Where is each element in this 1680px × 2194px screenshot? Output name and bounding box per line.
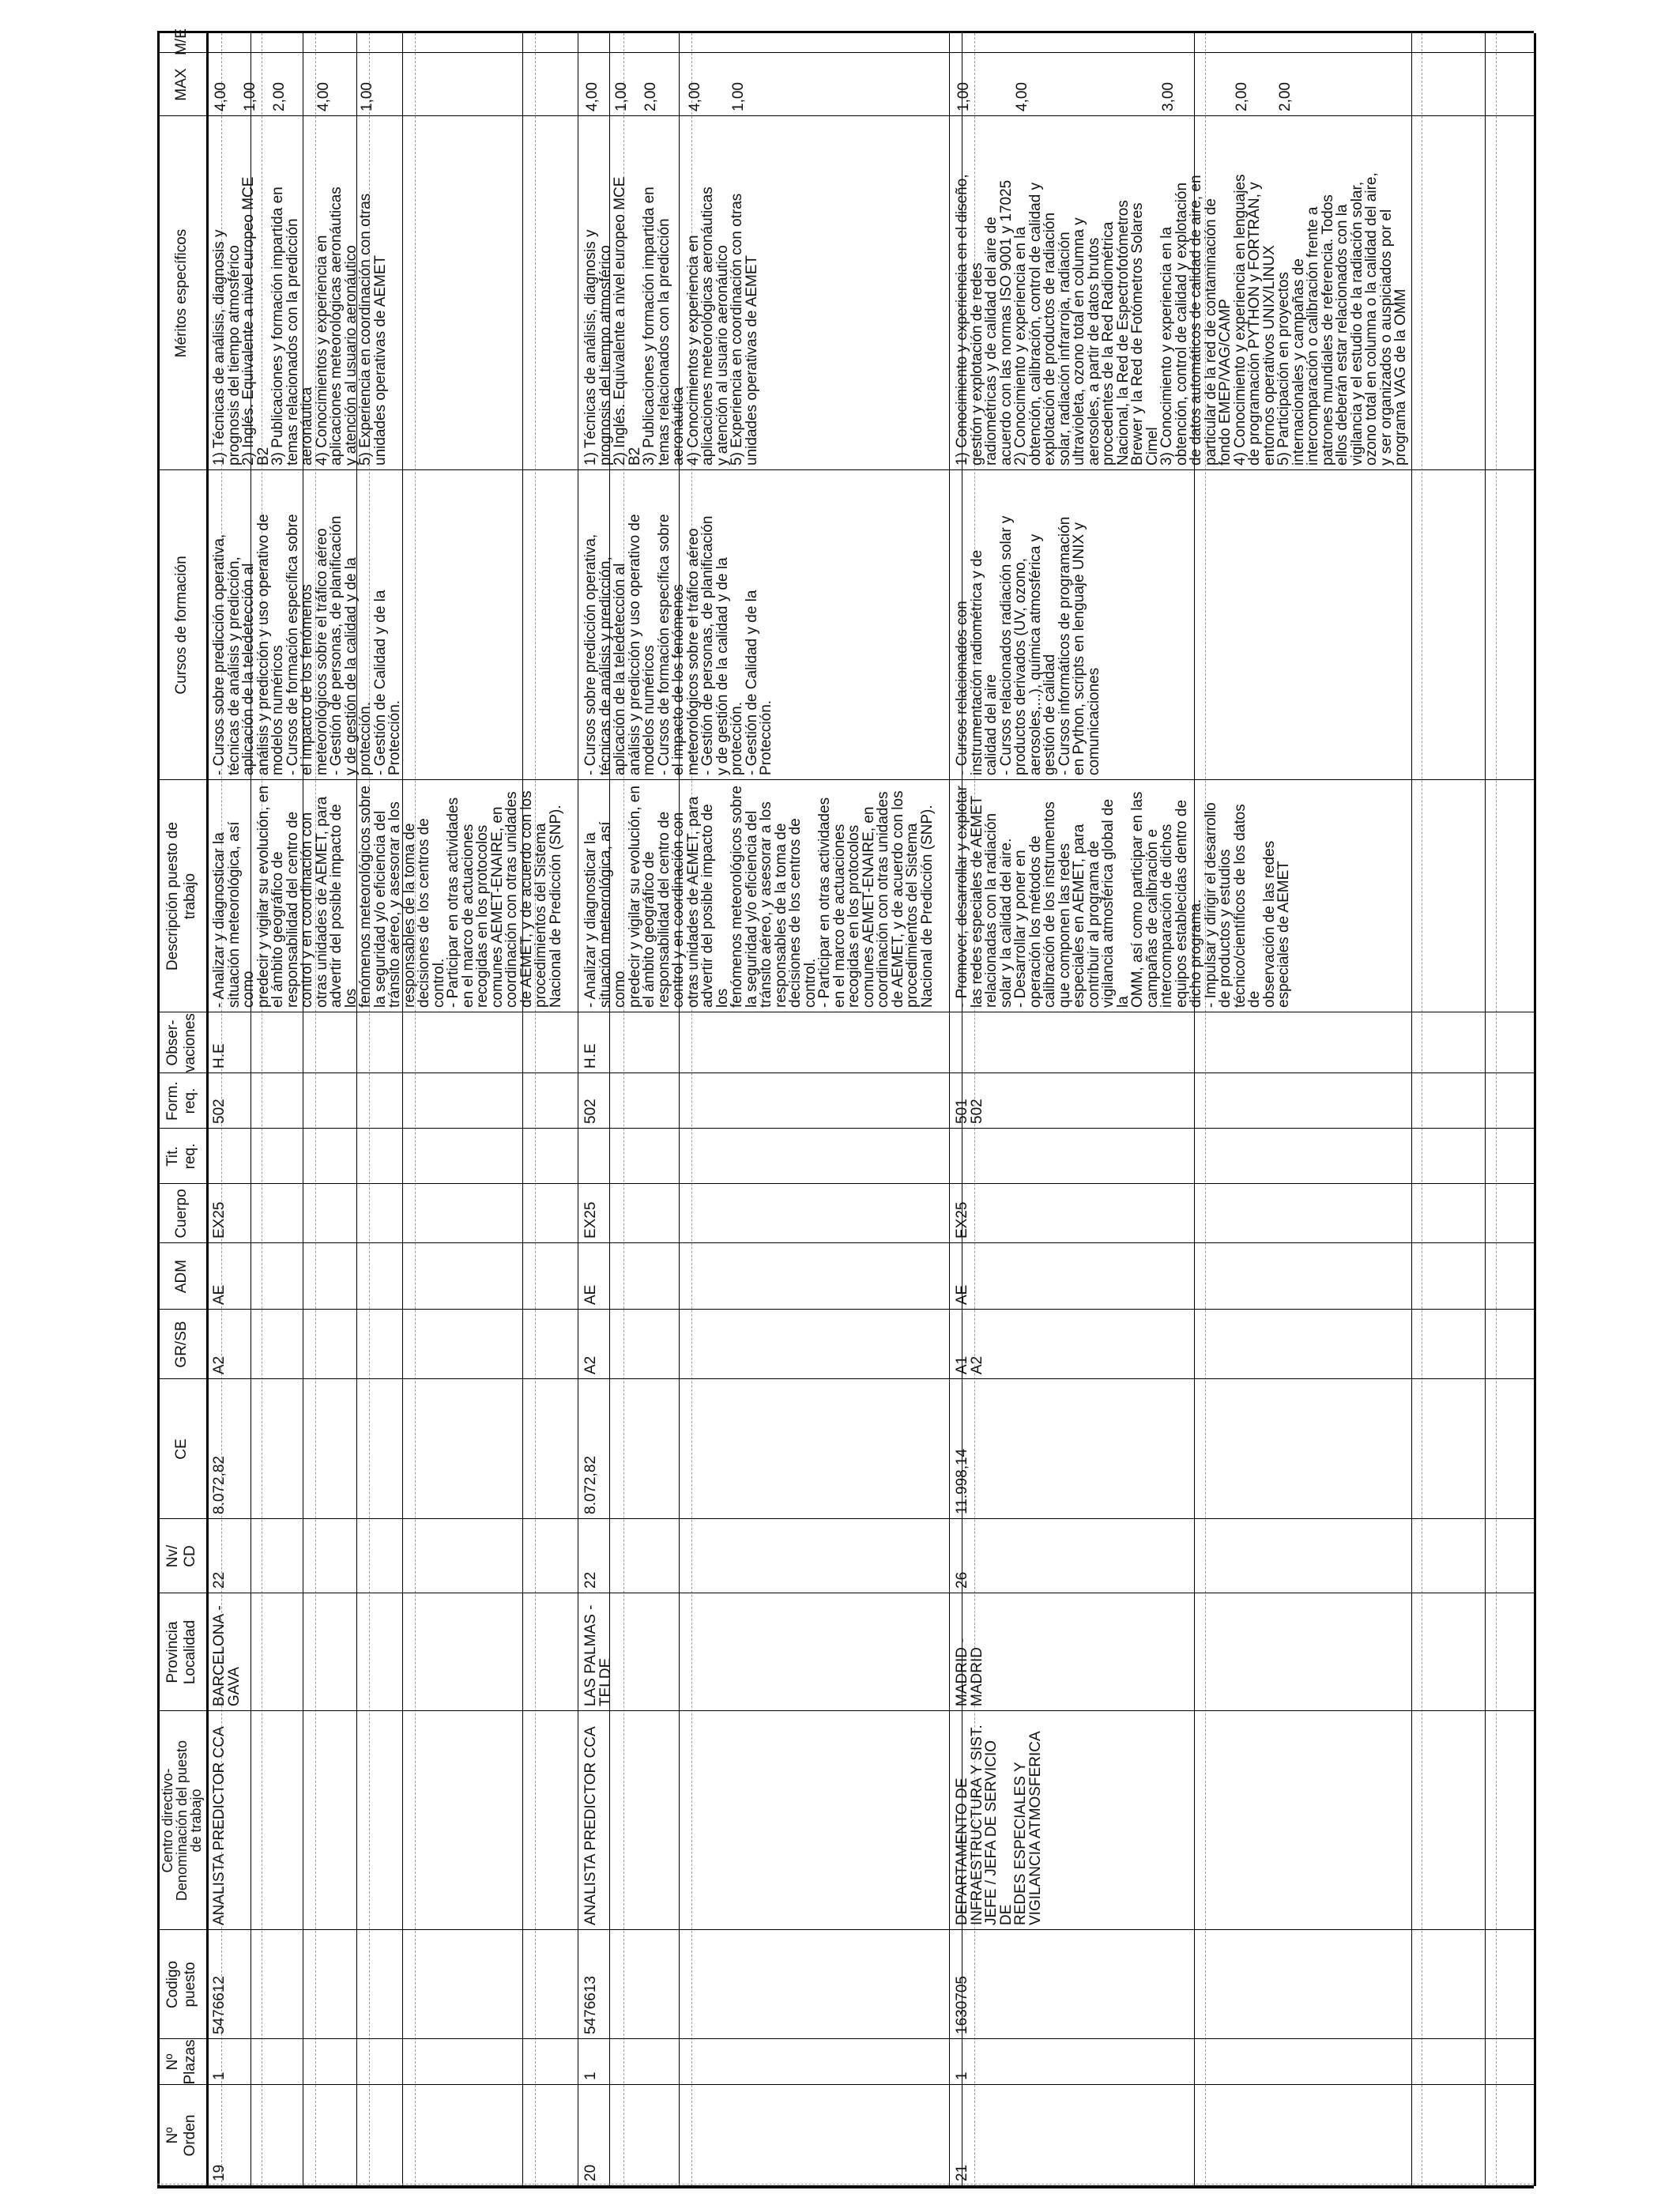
cell-ce [211,1379,576,1519]
cell-cuerpo [954,1184,1532,1243]
merito-item: 4) Conocimientos y experiencia en aplicaciones meteorológicas aeronáuticas y atención al usuario aeronáutico [684,187,731,466]
cell-cuerpo [582,1184,947,1243]
header-provincia: Provincia Localidad [164,1619,198,1685]
plazas-value: 1 [211,2071,228,2080]
centro-value: ANALISTA PREDICTOR CCA [582,1726,599,1925]
plazas-table [157,28,1534,2188]
cell-descripcion [582,780,947,1012]
cell-plazas [954,2039,1532,2085]
grupo-value: A1 A2 [954,1355,985,1374]
max-value: 3,00 [1160,82,1177,111]
descripcion-value: - Promover, desarrollar y explotar las redes especiales de AEMET relacionadas con la radiación solar y la calidad del aire. - Desarrollar y poner en operación los métodos de calibración de los instrumentos que componen las redes especiales en AEMET, para contribuir al programa de vigilancia atmosférica global de la OMM, así como participar en las campañas de calibración e intercomparación de dichos equipos establecidas dentro de dicho programa. - Impulsar y dirigir el desarrollo de productos y estudios técnico/científicos de los datos de observación de las redes especiales de AEMET [954,786,1292,1008]
cell-grupo [954,1310,1532,1379]
descripcion-value: - Analizar y diagnosticar la situación meteorológica, así como predecir y vigilar su evolución, en el ámbito geográfico de responsabilidad del centro de control y en coordinación con otras unidades de AEMET, para advertir del posible impacto de los fenómenos meteorológicos sobre la seguridad y/o eficiencia del tránsito aéreo, y asesorar a los responsables de la toma de decisiones de los centros de control. - Participar en otras actividades en el marco de actuaciones recogidas en los protocolos comunes AEMET-ENAIRE, en coordinación con otras unidades de AEMET, y de acuerdo con los procedimientos del Sistema Nacional de Predicción (SNP). [211,786,564,1008]
provincia-value: BARCELONA - GAVA [211,1605,243,1706]
nivel-value: 26 [954,1571,970,1589]
cuerpo-value: EX25 [582,1201,599,1238]
cell-orden [211,2085,576,2186]
cell-descripcion [954,780,1532,1012]
plazas-value: 1 [582,2071,599,2080]
observaciones-value: H.E [582,1043,599,1069]
cell-nivel [211,1519,576,1593]
cell-nivel [954,1519,1532,1593]
max-value: 1,00 [242,82,258,111]
cell-plazas [582,2039,947,2085]
cell-codigo [954,1930,1532,2039]
formacion-value: 502 [211,1099,228,1124]
cell-me [211,31,576,53]
cell-adm [211,1243,576,1310]
provincia-value: LAS PALMAS - TELDE [582,1604,614,1706]
ce-value: 8.072,82 [582,1456,599,1514]
adm-value: AE [954,1284,970,1305]
cell-formacion [211,1073,576,1129]
max-value: 1,00 [613,82,630,111]
header-max: MAX [173,68,190,101]
max-value: 4,00 [687,82,703,111]
merito-item: 1) Técnicas de análisis, diagnosis y prognosis del tiempo atmosférico [582,229,614,466]
cell-descripcion [211,780,576,1012]
formacion-value: 501 502 [954,1099,985,1124]
merito-item: 2) Conocimiento y experiencia en la obtención, calibración, control de calidad y explotación de productos de radiación solar, radiación infrarroja, radiación ultravioleta, ozono total en columna y aerosoles, a partir de datos brutos procedentes de la Red Radiométrica Nacional, la Red de Espectrofotómetros Brewer y la Red de Fotómetros Solares Cimel [1012,182,1161,466]
cell-centro [211,1711,576,1930]
merito-item: 4) Conocimientos y experiencia en aplicaciones meteorológicas aeronáuticas y atención al usuario aeronáutico [313,187,360,466]
merito-item: 5) Participación en proyectos internacionales y campañas de intercomparación o calibración frente a patrones mundiales de referencia. Todos ellos deberán estar relacionados con la vigilancia y el estudio de la radiación solar, ozono total en columna o la calidad del aire, y ser organizados o auspiciados por el programa VAG de la OMM [1275,172,1409,466]
adm-value: AE [582,1284,599,1305]
merito-item: 2) Inglés. Equivalente a nivel europeo MCE B2 [612,176,643,466]
cell-observaciones [211,1012,576,1073]
descripcion-value: - Analizar y diagnosticar la situación meteorológica, así como predecir y vigilar su evolución, en el ámbito geográfico de responsabilidad del centro de control y en coordinación con otras unidades de AEMET, para advertir del posible impacto de los fenómenos meteorológicos sobre la seguridad y/o eficiencia del tránsito aéreo, y asesorar a los responsables de la toma de decisiones de los centros de control. - Participar en otras actividades en el marco de actuaciones recogidas en los protocolos comunes AEMET-ENAIRE, en coordinación con otras unidades de AEMET, y de acuerdo con los procedimientos del Sistema Nacional de Predicción (SNP). [582,786,936,1008]
cell-meritos [582,116,947,470]
merito-item: 5) Experiencia en coordinación con otras unidades operativas de AEMET [357,193,389,466]
merito-item: 1) Técnicas de análisis, diagnosis y prognosis del tiempo atmosférico [211,229,243,466]
observaciones-value: H.E [211,1043,228,1069]
cursos-value: - Cursos relacionados con instrumentación radiométrica y de calidad del aire - Cursos relacionados radiación solar y productos derivados (UV, ozono, aerosoles,...), química atmosférica y gestión de calidad - Cursos informáticos de programación en Python, scripts en lenguaje UNIX y comunicaciones [954,515,1102,775]
max-value: 2,00 [1234,82,1250,111]
cell-provincia [211,1593,576,1711]
centro-value: ANALISTA PREDICTOR CCA [211,1726,228,1925]
cell-me [954,31,1532,53]
header-titulacion: Tit. req. [164,1143,198,1170]
cell-grupo [582,1310,947,1379]
grupo-value: A2 [582,1355,599,1374]
cell-formacion [582,1073,947,1129]
merito-item: 2) Inglés. Equivalente a nivel europeo MCE B2 [240,176,272,466]
cell-adm [954,1243,1532,1310]
merito-item: 3) Publicaciones y formación impartida en temas relacionados con la predicción aeronáutica [641,187,687,466]
cell-plazas [211,2039,576,2085]
header-me: M/E [173,28,190,55]
cell-cuerpo [211,1184,576,1243]
cell-nivel [582,1519,947,1593]
cuerpo-value: EX25 [211,1201,228,1238]
cell-titulacion [582,1129,947,1184]
nivel-value: 22 [211,1571,228,1589]
max-value: 4,00 [213,82,229,111]
cell-codigo [211,1930,576,2039]
merito-item: 4) Conocimiento y experiencia en lenguajes de programación PYTHON y FORTRAN, y entornos operativos UNIX/LINUX [1231,174,1278,466]
cell-formacion [954,1073,1532,1129]
cell-titulacion [211,1129,576,1184]
max-value: 4,00 [1014,82,1030,111]
cell-centro [582,1711,947,1930]
cell-adm [582,1243,947,1310]
provincia-value: MADRID - MADRID [954,1638,985,1706]
formacion-value: 502 [582,1099,599,1124]
cell-observaciones [582,1012,947,1073]
max-value: 2,00 [271,82,288,111]
cell-observaciones [954,1012,1532,1073]
header-orden: Nº Orden [164,2114,198,2157]
header-plazas: Nº Plazas [164,2039,198,2085]
nivel-value: 22 [582,1571,599,1589]
adm-value: AE [211,1284,228,1305]
orden-value: 21 [954,2164,970,2181]
cell-grupo [211,1310,576,1379]
max-value: 1,00 [359,82,375,111]
orden-value: 20 [582,2164,599,2181]
header-meritos: Méritos específicos [173,228,190,358]
cell-ce [954,1379,1532,1519]
cell-me [582,31,947,53]
merito-item: 3) Conocimiento y experiencia en la obtención, control de calidad y explotación de datos automáticos de calidad de aire, en particular de la red de contaminación de fondo EMEP/VAG/CAMP [1158,175,1234,466]
header-centro: Centro directivo- Denominación del puesto de trabajo [160,1740,204,1902]
cell-cursos [211,470,576,780]
grupo-value: A2 [211,1355,228,1374]
codigo-value: 5476613 [582,1976,599,2034]
header-cursos: Cursos de formación [173,556,190,695]
codigo-value: 5476612 [211,1976,228,2034]
cell-orden [582,2085,947,2186]
max-value: 2,00 [1277,82,1294,111]
max-value: 1,00 [730,82,747,111]
merito-item: 1) Conocimiento y experiencia en el diseño, gestión y explotación de redes radiométricas y de calidad del aire de acuerdo con las normas ISO 9001 y 17025 [954,174,1015,466]
header-grupo: GR/SB [173,1321,190,1368]
cell-cursos [582,470,947,780]
centro-value: DEPARTAMENTO DE INFRAESTRUCTURA Y SIST. JEFE / JEFA DE SERVICIO DE REDES ESPECIALES Y VIGILANCIA ATMOSFERICA [954,1725,1044,1925]
cell-max [954,53,1532,116]
cuerpo-value: EX25 [954,1201,970,1238]
merito-item: 5) Experiencia en coordinación con otras unidades operativas de AEMET [729,193,760,466]
cell-titulacion [954,1129,1532,1184]
cell-max [582,53,947,116]
cursos-value: - Cursos sobre predicción operativa, técnicas de análisis y predicción, aplicación de la teledetección al análisis y predicción y uso operativo de modelos numéricos - Cursos de formación específica sobre el impacto de los fenómenos meteorológicos sobre el tráfico aéreo - Gestión de personas, de planificación y de gestión de la calidad y de la protección. - Gestión de Calidad y de la Protección. [582,514,774,775]
ce-value: 8.072,82 [211,1456,228,1514]
plazas-value: 1 [954,2071,970,2080]
header-ce: CE [173,1438,190,1460]
cursos-value: - Cursos sobre predicción operativa, técnicas de análisis y predicción, aplicación de la teledetección al análisis y predicción y uso operativo de modelos numéricos - Cursos de formación específica sobre el impacto de los fenómenos meteorológicos sobre el tráfico aéreo - Gestión de personas, de planificación y de gestión de la calidad y de la protección. - Gestión de Calidad y de la Protección. [211,514,403,775]
ce-value: 11.998,14 [954,1448,970,1514]
cell-provincia [582,1593,947,1711]
header-cuerpo: Cuerpo [173,1189,190,1238]
merito-item: 3) Publicaciones y formación impartida en temas relacionados con la predicción aeronáutica [269,187,315,466]
orden-value: 19 [211,2164,228,2181]
cell-provincia [954,1593,1532,1711]
cell-codigo [582,1930,947,2039]
max-value: 4,00 [315,82,332,111]
header-adm: ADM [173,1259,190,1294]
cell-cursos [954,470,1532,780]
codigo-value: 1630705 [954,1976,970,2034]
max-value: 1,00 [955,82,972,111]
cell-orden [954,2085,1532,2186]
cell-ce [582,1379,947,1519]
cell-meritos [954,116,1532,470]
cell-meritos [211,116,576,470]
header-descripcion: Descripción puesto de trabajo [164,822,198,971]
max-value: 4,00 [584,82,601,111]
header-formacion: Form. req. [164,1081,198,1121]
cell-centro [954,1711,1532,1930]
header-nivel: Nv/ CD [164,1544,198,1568]
header-observaciones: Obser- vaciones [164,1013,198,1072]
max-value: 2,00 [642,82,659,111]
cell-max [211,53,576,116]
header-codigo: Codigo puesto [164,1960,198,2009]
